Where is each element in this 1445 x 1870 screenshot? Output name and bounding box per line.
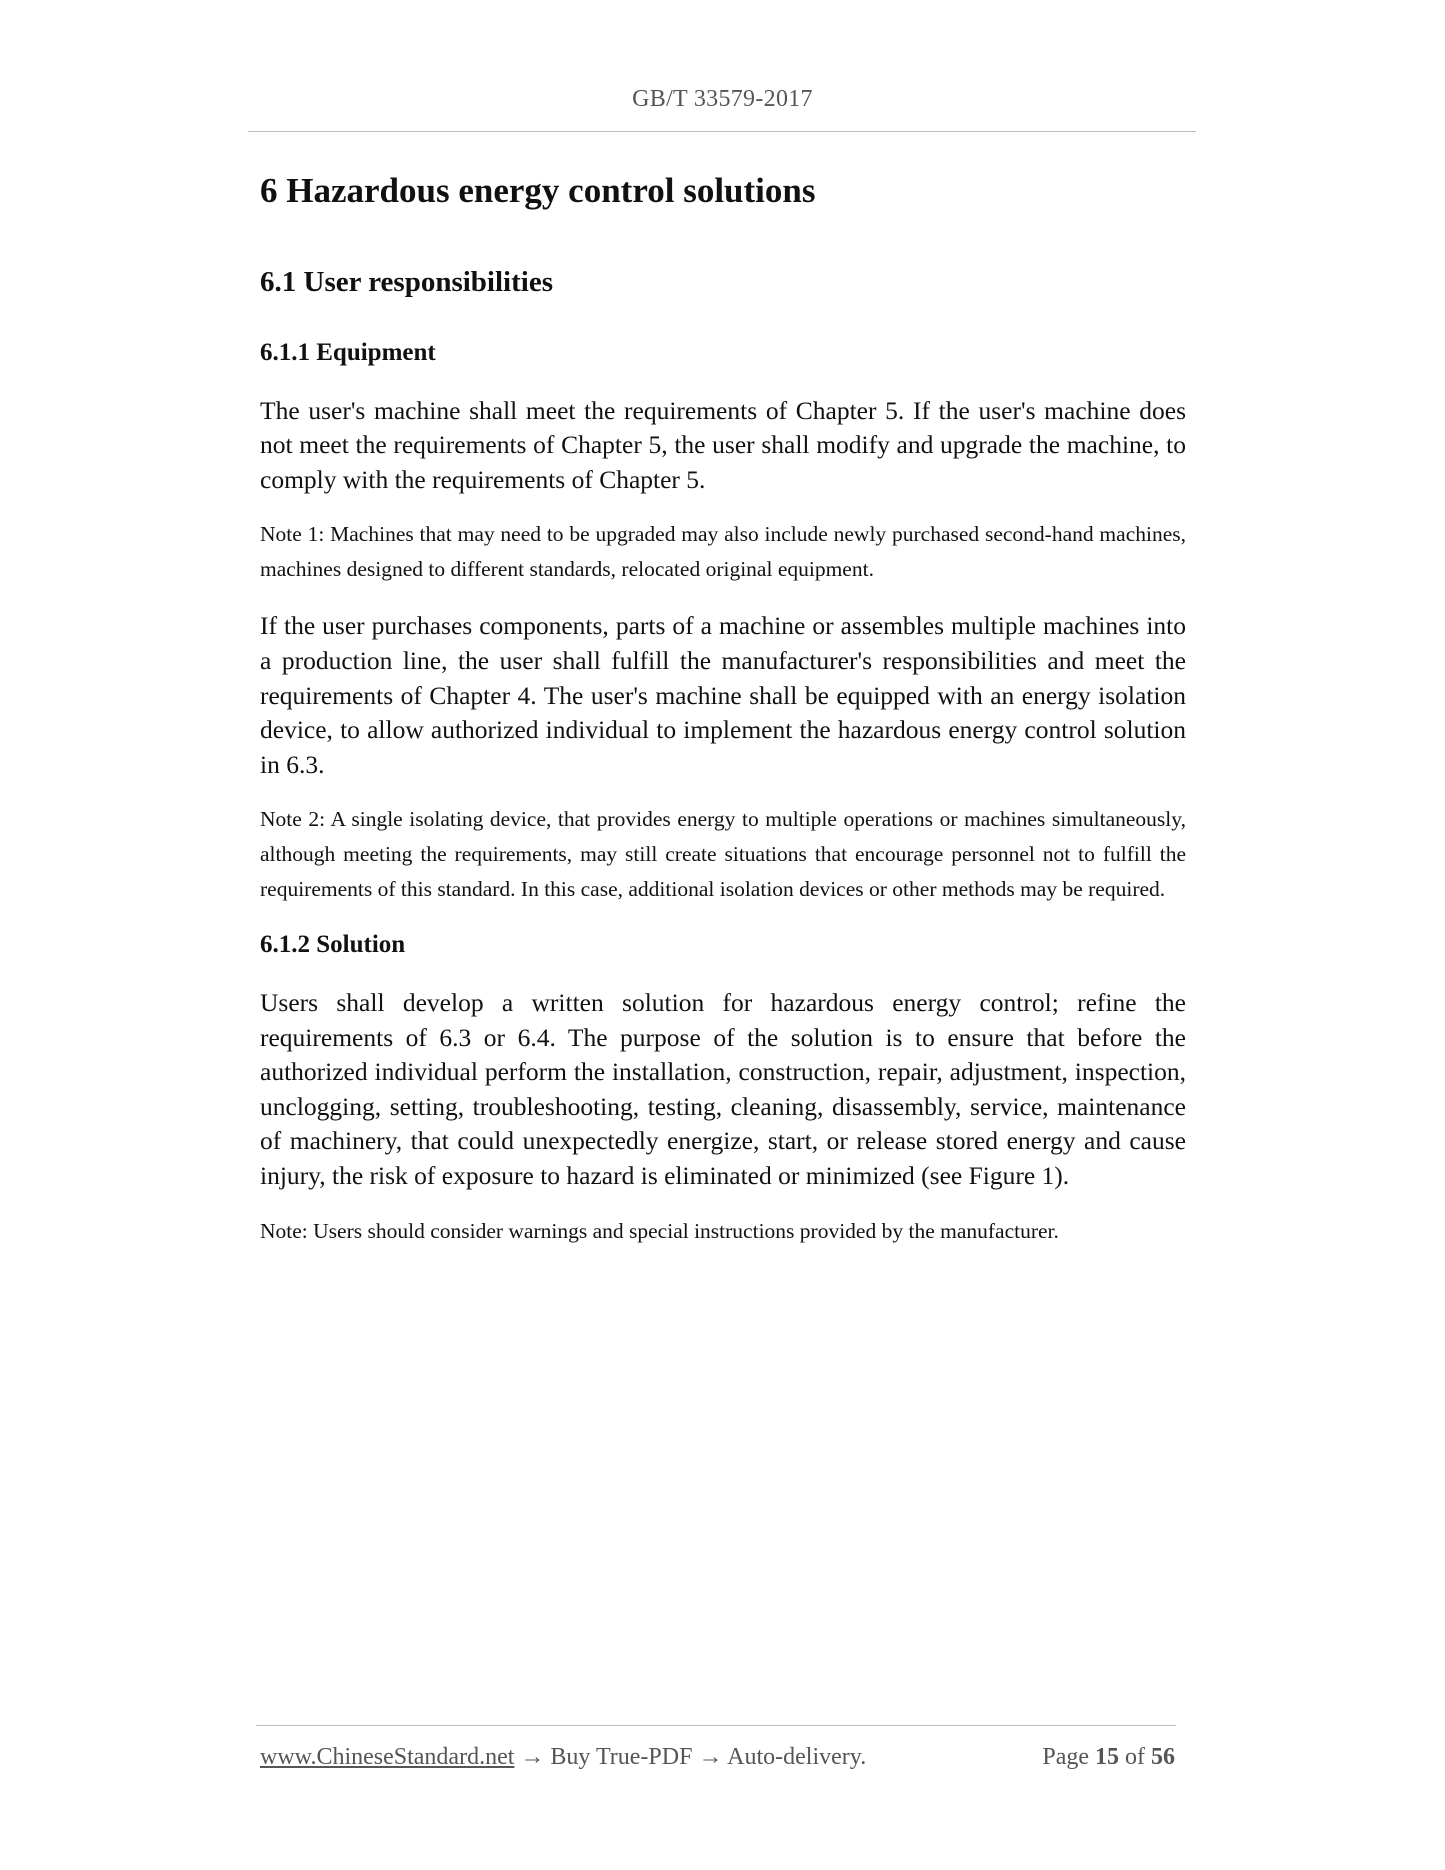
solution-heading: 6.1.2 Solution [260,931,406,959]
header-divider [248,131,1196,132]
page-number [1042,1744,1175,1771]
page-header: GB/T 33579-2017 [632,86,813,112]
solution-paragraph: Users shall develop a written solution for hazardous energy control; refine the requirements of 6.3 or 6.4. The purpose of the solution is to ensure that before the authorized individual perform the installation, construction, repair, adjustment, inspection, unclogging, setting, troubleshooting, testing, cleaning, disassembly, service, maintenance of machinery, that could unexpectedly energize, start, or release stored energy and cause injury, the risk of exposure to hazard is eliminated or minimized (see Figure 1). [260,987,1186,1190]
equipment-paragraph-2: If the user purchases components, parts of a machine or assembles multiple machines into a production line, the user shall fulfill the manufacturer's responsibilities and meet the requirements of Chapter 4. The user's machine shall be equipped with an energy isolation device, to allow authorized individual to implement the hazardous energy control solution in 6.3. [260,611,1186,779]
page-total: 56 [1151,1744,1175,1770]
equipment-heading: 6.1.1 Equipment [260,339,436,367]
subsection-title: 6.1 User responsibilities [260,265,553,298]
section-title: 6 Hazardous energy control solutions [260,171,816,210]
equipment-note-2: Note 2: A single isolating device, that provides energy to multiple operations or machines simultaneously, although meeting the requirements, may still create situations that encourage personnel not to fulfill the requirements of this standard. In this case, additional isolation devices or other methods may be required. [260,807,1186,902]
page-of: of [1125,1744,1145,1770]
arrow-icon: → [520,1744,545,1770]
equipment-paragraph-1: The user's machine shall meet the requirements of Chapter 5. If the user's machine does not meet the requirements of Chapter 5, the user shall modify and upgrade the machine, to comply with the requirements of Chapter 5. [260,395,1186,494]
solution-note: Note: Users should consider warnings and special instructions provided by the manufacturer. [260,1218,1059,1243]
page-current: 15 [1095,1744,1119,1770]
buy-pdf-text: Buy True-PDF [550,1744,693,1770]
auto-delivery-text: Auto-delivery. [727,1744,867,1770]
page-label: Page [1042,1744,1089,1770]
footer-left [260,1744,866,1771]
footer-divider [256,1725,1176,1726]
document-body [260,168,1186,1271]
equipment-note-1: Note 1: Machines that may need to be upgraded may also include newly purchased second-hand machines, machines designed to different standards, relocated original equipment. [260,522,1186,582]
arrow-icon: → [698,1744,723,1770]
page-footer [260,1744,1175,1771]
website-link[interactable]: www.ChineseStandard.net [260,1744,515,1770]
